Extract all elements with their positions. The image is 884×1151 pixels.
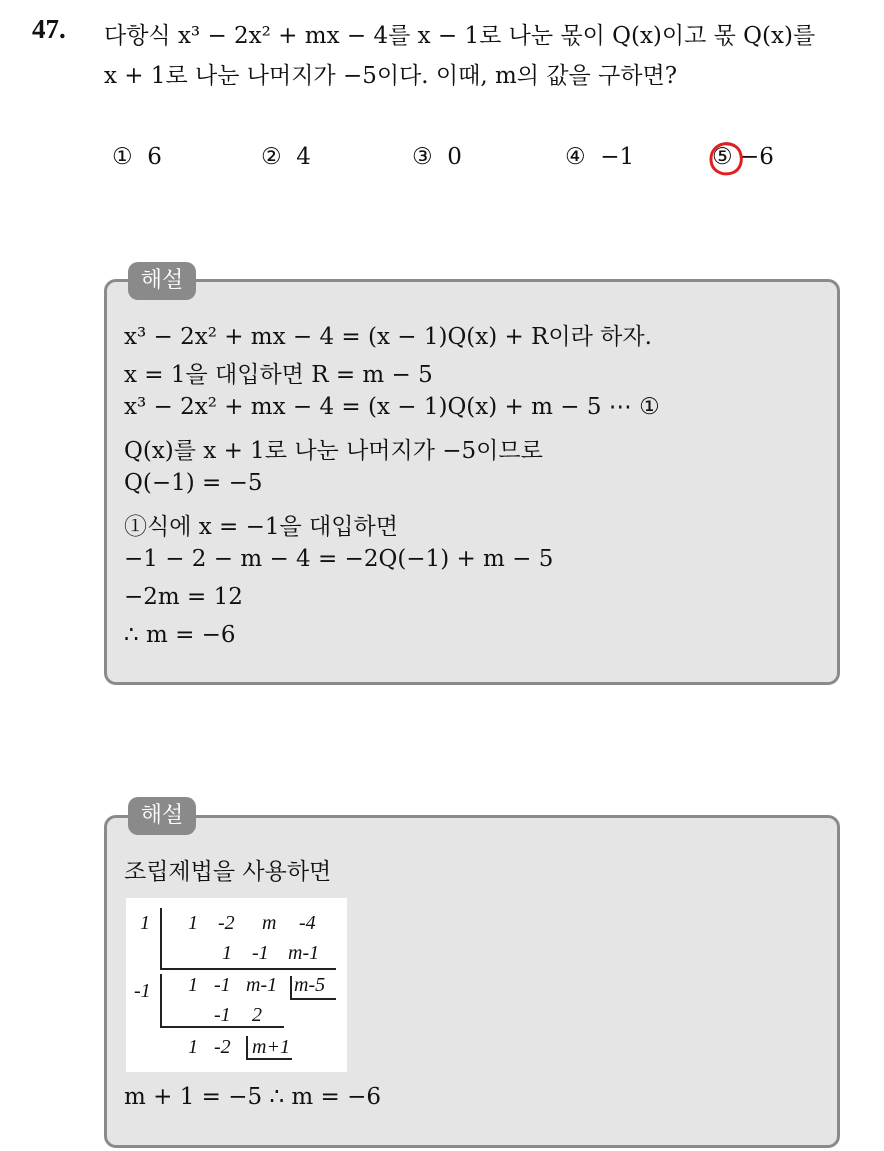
- remainder-cell: m-5: [294, 974, 326, 996]
- solution-tag-1: 해설: [128, 262, 196, 300]
- coef: -4: [299, 912, 316, 934]
- cell: 1: [188, 974, 198, 996]
- synthetic-division-table: [126, 898, 347, 1072]
- solution1-line-5: Q(−1) = −5: [124, 470, 263, 496]
- question-number: 47.: [32, 14, 66, 44]
- cell: 1: [188, 1036, 198, 1058]
- choice-mark: ⑤: [712, 144, 733, 170]
- cell: -2: [214, 1036, 231, 1058]
- divider-line: [246, 1036, 248, 1060]
- divider-line: [246, 1058, 292, 1060]
- choice-mark: ④: [565, 144, 586, 170]
- coef: 1: [188, 912, 198, 934]
- choice-value: 0: [447, 144, 462, 170]
- divider-line: [160, 968, 336, 970]
- question-text-line-1: 다항식 x³ − 2x² + mx − 4를 x − 1로 나눈 몫이 Q(x)이고 몫 Q(x)를: [104, 23, 816, 49]
- divisor-1: 1: [140, 912, 150, 934]
- divider-line: [290, 998, 336, 1000]
- divider-line: [160, 974, 162, 1026]
- cell: m-1: [288, 942, 320, 964]
- divider-line: [290, 976, 292, 1000]
- choice-mark: ③: [412, 144, 433, 170]
- cell: -1: [214, 974, 231, 996]
- choice-2[interactable]: [261, 144, 311, 170]
- answer-circle-icon: [705, 138, 747, 180]
- solution1-line-9: ∴ m = −6: [124, 622, 236, 648]
- choice-value: −6: [739, 144, 774, 170]
- solution-tag-2: 해설: [128, 797, 196, 835]
- choice-value: 6: [147, 144, 162, 170]
- divisor-2: -1: [134, 980, 151, 1002]
- choice-value: 4: [296, 144, 311, 170]
- question-text-line-2: x + 1로 나눈 나머지가 −5이다. 이때, m의 값을 구하면?: [104, 63, 678, 89]
- solution1-line-8: −2m = 12: [124, 584, 243, 610]
- coef: m: [262, 912, 277, 934]
- solution2-conclusion: m + 1 = −5 ∴ m = −6: [124, 1084, 381, 1110]
- solution1-line-4: Q(x)를 x + 1로 나눈 나머지가 −5이므로: [124, 438, 543, 464]
- coef: -2: [218, 912, 235, 934]
- choice-mark: ①: [112, 144, 133, 170]
- solution1-line-7: −1 − 2 − m − 4 = −2Q(−1) + m − 5: [124, 546, 554, 572]
- solution2-intro: 조립제법을 사용하면: [124, 859, 332, 885]
- solution1-line-6: ①식에 x = −1을 대입하면: [124, 514, 398, 540]
- choice-4[interactable]: [565, 144, 634, 170]
- solution1-line-1: x³ − 2x² + mx − 4 = (x − 1)Q(x) + R이라 하자.: [124, 324, 652, 350]
- choice-3[interactable]: [412, 144, 462, 170]
- cell: 1: [222, 942, 232, 964]
- remainder-cell: m+1: [252, 1036, 290, 1058]
- cell: 2: [252, 1004, 262, 1026]
- divider-line: [160, 908, 162, 970]
- cell: -1: [252, 942, 269, 964]
- divider-line: [160, 1026, 284, 1028]
- choice-mark: ②: [261, 144, 282, 170]
- solution1-line-2: x = 1을 대입하면 R = m − 5: [124, 362, 433, 388]
- cell: -1: [214, 1004, 231, 1026]
- cell: m-1: [246, 974, 278, 996]
- choice-value: −1: [600, 144, 635, 170]
- choice-1[interactable]: [112, 144, 162, 170]
- solution1-line-3: x³ − 2x² + mx − 4 = (x − 1)Q(x) + m − 5 ⋯ ①: [124, 394, 660, 420]
